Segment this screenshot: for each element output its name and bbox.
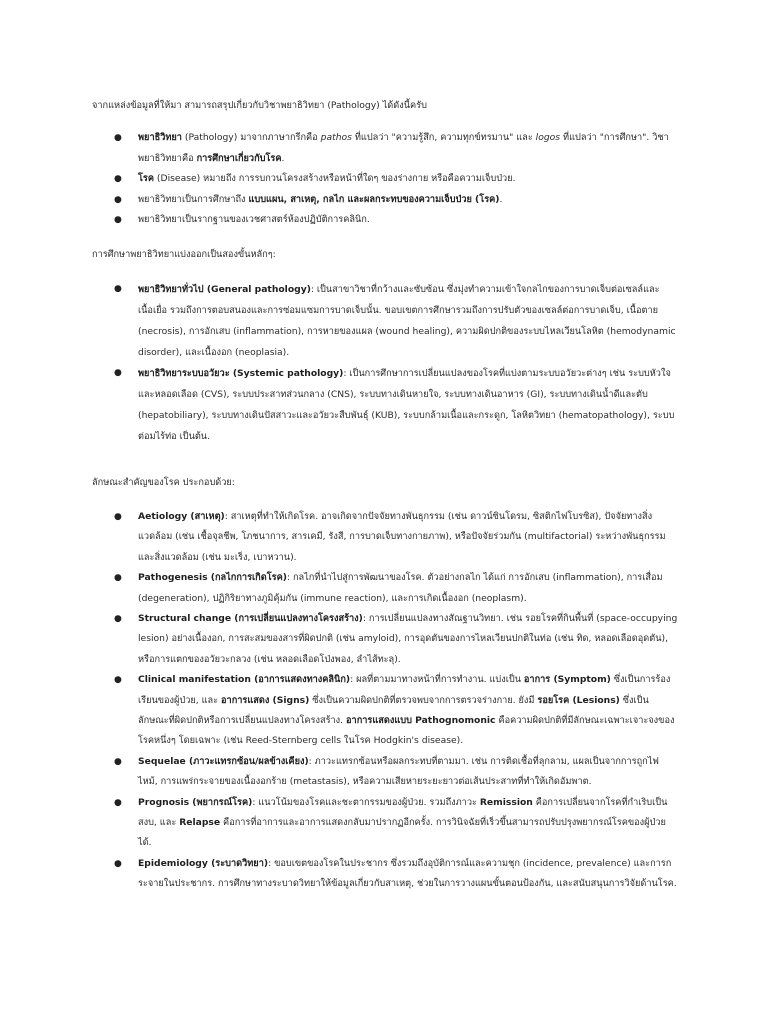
bold-text: การศึกษาเกี่ยวกับโรค: [196, 152, 282, 164]
text-run: .: [281, 152, 285, 164]
bullet-icon: ●: [114, 797, 122, 808]
list-item: [92, 609, 678, 670]
text-run: : ขอบเขตของโรคในประชากร ซึ่งรวมถึงอุบัติการณ์และความชุก (incidence, prevalence) และการกระจายในประชากร. การศึกษาทางระบาดวิทยาให้ข้อมูลเกี่ยวกับสาเหตุ, ช่วยในการวางแผนขั้นตอนป้องกัน, และสนับสนุนการวิจัยด้านโรค.: [138, 857, 677, 890]
bold-text: พยาธิวิทยาทั่วไป (General pathology): [138, 283, 311, 295]
list-item: [92, 363, 678, 447]
bullet-icon: ●: [114, 675, 122, 686]
list-item: [92, 752, 678, 793]
text-run: : ภาวะแทรกซ้อนหรือผลกระทบที่ตามมา. เช่น การติดเชื้อที่ลุกลาม, แผลเป็นจากการถูกไฟไหม้, การแพร่กระจายของเนื้องอกร้าย (metastasis), หรือความเสียหายระยะยาวต่อเส้นประสาทที่ทำให้เกิดอัมพาต.: [138, 755, 659, 788]
text-run: : แนวโน้มของโรคและชะตากรรมของผู้ป่วย. รวมถึงภาวะ: [252, 796, 480, 808]
text-run: : ผลที่ตามมาทางหน้าที่การทำงาน. แบ่งเป็น: [350, 674, 524, 686]
text-run: : กลไกที่นำไปสู่การพัฒนาของโรค. ตัวอย่างกลไก ได้แก่ การอักเสบ (inflammation), การเสื่อม (degeneration), ปฏิกิริยาทางภูมิคุ้มกัน (immune reaction), และการเกิดเนื้องอก (neoplasm).: [138, 572, 663, 604]
list-item: [92, 190, 678, 211]
text-run: (Pathology) มาจากภาษากรีกคือ: [181, 132, 321, 143]
bold-text: รอยโรค (Lesions): [537, 694, 620, 706]
bold-text: แบบแผน, สาเหตุ, กลไก และผลกระทบของความเจ็บป่วย (โรค): [248, 193, 500, 205]
text-run: คือการที่อาการและอาการแสดงกลับมาปรากฏอีกครั้ง. การวินิจฉัยที่เร็วขึ้นสามารถปรับปรุงพยากรณ์โรคของผู้ป่วยได้.: [138, 817, 666, 849]
text-run: ที่แปลว่า "ความรู้สึก, ความทุกข์ทรมาน" และ: [351, 132, 536, 143]
bold-text: Aetiology (สาเหตุ): [138, 510, 225, 522]
list-item: [92, 670, 678, 752]
bullet-icon: ●: [114, 614, 122, 624]
text-run: คือการเปลี่ยนจากโรคที่กำเริบเป็นสงบ, และ: [138, 796, 668, 829]
list-item: [92, 507, 678, 568]
bold-text: Relapse: [179, 817, 221, 829]
bold-text: Structural change (การเปลี่ยนแปลงทางโครงสร้าง): [138, 613, 363, 624]
bold-text: อาการแสดง (Signs): [221, 694, 310, 706]
study-branches-heading: การศึกษาพยาธิวิทยาแบ่งออกเป็นสองขั้นหลักๆ:: [92, 248, 276, 260]
bullet-icon: ●: [114, 215, 122, 226]
text-run: .: [499, 193, 503, 205]
list-item: [92, 128, 678, 169]
disease-characteristics-heading: ลักษณะสำคัญของโรค ประกอบด้วย:: [92, 476, 235, 488]
pathology-definition-list: [92, 128, 678, 231]
bold-text: Prognosis (พยากรณ์โรค): [138, 796, 253, 808]
list-item: [92, 169, 678, 190]
document-page: [92, 96, 678, 895]
list-item: [92, 793, 678, 854]
bullet-icon: ●: [114, 133, 122, 143]
text-run: พยาธิวิทยาเป็นการศึกษาถึง: [138, 193, 249, 205]
bold-text: พยาธิวิทยา: [138, 132, 182, 143]
bold-text: อาการ (Symptom): [523, 674, 611, 686]
bold-text: Clinical manifestation (อาการแสดงทางคลินิก): [138, 674, 351, 686]
text-run: (Disease) หมายถึง การรบกวนโครงสร้างหรือหน้าที่ใดๆ ของร่างกาย หรือคือความเจ็บป่วย.: [154, 173, 516, 185]
list-item: [92, 210, 678, 231]
bold-text: Sequelae (ภาวะแทรกซ้อน/ผลข้างเคียง): [138, 755, 309, 767]
list-item: [92, 568, 678, 609]
bullet-icon: ●: [114, 174, 122, 185]
bullet-icon: ●: [114, 858, 122, 869]
text-run: คือความผิดปกติที่มีลักษณะเฉพาะเจาะจงของโรคหนึ่งๆ โดยเฉพาะ (เช่น Reed-Sternberg cells ในโรค Hodgkin's disease).: [138, 715, 675, 747]
text-run: : สาเหตุที่ทำให้เกิดโรค. อาจเกิดจากปัจจัยทางพันธุกรรม (เช่น ดาวน์ซินโดรม, ซิสติกไฟโบรซิส), ปัจจัยทางสิ่งแวดล้อม (เช่น เชื้อจุลชีพ, โภชนาการ, สารเคมี, รังสี, การบาดเจ็บทางกายภาพ), หรือปัจจัยร่วมกัน (multifactorial) ระหว่างพันธุกรรมและสิ่งแวดล้อม (เช่น มะเร็ง, เบาหวาน).: [138, 510, 666, 563]
list-item: [92, 854, 678, 895]
bold-text: พยาธิวิทยาระบบอวัยวะ (Systemic pathology): [138, 367, 344, 379]
text-run: พยาธิวิทยาเป็นรากฐานของเวชศาสตร์ห้องปฏิบัติการคลินิก.: [138, 214, 370, 226]
intro-paragraph: จากแหล่งข้อมูลที่ให้มา สามารถสรุปเกี่ยวกับวิชาพยาธิวิทยา (Pathology) ได้ดังนี้ครับ: [92, 100, 427, 111]
bullet-icon: ●: [114, 283, 122, 294]
text-run: ซึ่งเป็นลักษณะที่ผิดปกติหรือการเปลี่ยนแปลงทางโครงสร้าง.: [138, 694, 649, 727]
list-item: [92, 279, 678, 363]
bold-text: โรค: [138, 173, 155, 185]
text-run: : เป็นการศึกษาการเปลี่ยนแปลงของโรคที่แบ่งตามระบบอวัยวะต่างๆ เช่น ระบบหัวใจและหลอดเลือด (CVS), ระบบประสาทส่วนกลาง (CNS), ระบบทางเดินหายใจ, ระบบทางเดินอาหาร (GI), ระบบทางเดินน้ำดีและตับ (hepatobiliary), ระบบทางเดินปัสสาวะและอวัยวะสืบพันธุ์ (KUB), ระบบกล้ามเนื้อและกระดูก, โลหิตวิทยา (hematopathology), ระบบต่อมไร้ท่อ เป็นต้น.: [138, 367, 675, 442]
bold-text: Epidemiology (ระบาดวิทยา): [138, 857, 269, 869]
bold-text: Remission: [479, 796, 533, 808]
bullet-icon: ●: [114, 511, 122, 522]
bullet-icon: ●: [114, 573, 122, 584]
italic-text: logos: [535, 132, 561, 143]
text-run: : การเปลี่ยนแปลงทางสัณฐานวิทยา. เช่น รอยโรคที่กินพื้นที่ (space-occupying lesion) อย่างเนื้องอก, การสะสมของสารที่ผิดปกติ (เช่น amyloid), การอุดตันของการไหลเวียนปกติในท่อ (เช่น ทิด, หลอดเลือดอุดตัน), หรือการแตกของอวัยวะกลวง (เช่น หลอดเลือดโป่งพอง, ลำไส้ทะลุ).: [138, 613, 678, 665]
bullet-icon: ●: [114, 756, 122, 767]
bullet-icon: ●: [114, 367, 122, 378]
disease-characteristics-list: [92, 507, 678, 895]
text-run: ซึ่งเป็นการร้องเรียนของผู้ป่วย, และ: [138, 674, 671, 706]
text-run: ซึ่งเป็นความผิดปกติที่ตรวจพบจากการตรวจร่างกาย. ยังมี: [309, 694, 538, 706]
bullet-icon: ●: [114, 194, 122, 205]
bold-text: อาการแสดงแบบ Pathognomonic: [346, 715, 496, 727]
text-run: ที่แปลว่า "การศึกษา". วิชาพยาธิวิทยาคือ: [138, 132, 669, 164]
study-branches-list: [92, 279, 678, 447]
text-run: : เป็นสาขาวิชาที่กว้างและซับซ้อน ซึ่งมุ่งทำความเข้าใจกลไกของการบาดเจ็บต่อเซลล์และเนื้อเยื่อ รวมถึงการตอบสนองและการซ่อมแซมการบาดเจ็บนั้น. ขอบเขตการศึกษารวมถึงการปรับตัวของเซลล์ต่อการบาดเจ็บ, เนื้อตาย (necrosis), การอักเสบ (inflammation), การหายของแผล (wound healing), ความผิดปกติของระบบไหลเวียนโลหิต (hemodynamic disorder), และเนื้องอก (neoplasia).: [138, 283, 676, 358]
bold-text: Pathogenesis (กลไกการเกิดโรค): [138, 572, 287, 584]
italic-text: pathos: [320, 132, 352, 143]
